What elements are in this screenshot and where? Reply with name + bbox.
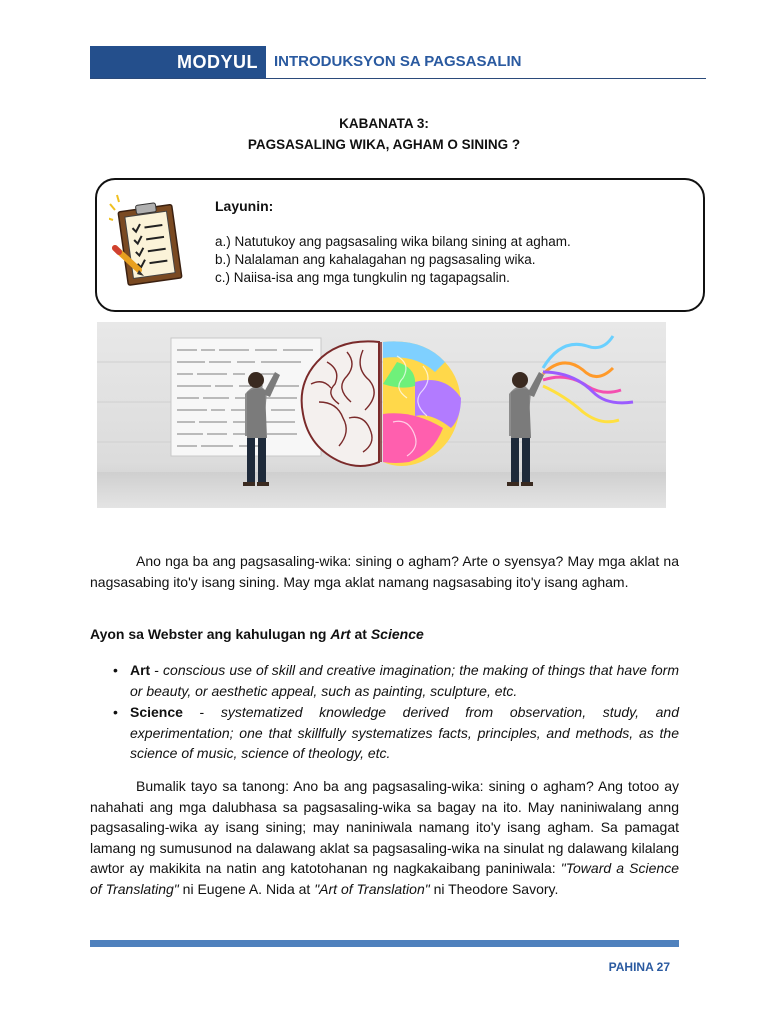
definitions-heading-art: Art <box>330 626 351 642</box>
definitions-heading-science: Science <box>370 626 424 642</box>
closing-mid: ni Eugene A. Nida at <box>178 880 315 897</box>
modyul-label: MODYUL <box>90 46 266 78</box>
intro-paragraph <box>90 551 679 592</box>
definition-text <box>130 660 679 701</box>
objective-item: b.) Nalalaman ang kahalagahan ng pagsasaling wika. <box>215 252 536 267</box>
definitions-heading-prefix: Ayon sa Webster ang kahulugan ng <box>90 626 331 642</box>
definitions-heading <box>90 626 424 642</box>
definition-item-science <box>113 702 679 764</box>
header-title: INTRODUKSYON SA PAGSASALIN <box>274 53 522 70</box>
chapter-title: PAGSASALING WIKA, AGHAM O SINING ? <box>247 137 521 152</box>
definition-text <box>130 702 679 764</box>
closing-paragraph <box>90 776 679 899</box>
clipboard-checklist-icon <box>109 190 189 290</box>
brain-art-science-illustration <box>97 322 666 508</box>
definition-body: systematized knowledge derived from observation, study, and experimentation; one that skillfully systematizes facts, principles, and methods, as the science of music, science of theology, etc. <box>130 704 679 761</box>
bullet-icon: • <box>113 662 118 678</box>
chapter-number: KABANATA 3: <box>339 116 429 131</box>
objective-item: c.) Naiisa-isa ang mga tungkulin ng tagapagsalin. <box>215 270 510 285</box>
book-title-nida: "Toward a Science of Translating" <box>90 860 679 897</box>
definition-separator: - <box>150 662 164 678</box>
intro-text: Ano nga ba ang pagsasaling-wika: sining o agham? Arte o syensya? May mga aklat na nagsasabing ito'y isang sining. May mga aklat namang nagsasabing ito'y isang agham. <box>90 553 679 590</box>
definition-item-art <box>113 660 679 701</box>
objectives-box <box>95 178 705 312</box>
bullet-icon: • <box>113 704 118 720</box>
objectives-heading: Layunin: <box>215 198 274 214</box>
page-header <box>90 46 706 79</box>
book-title-savory: "Art of Translation" <box>314 880 430 897</box>
closing-end: ni Theodore Savory. <box>429 880 559 897</box>
objective-item: a.) Natutukoy ang pagsasaling wika bilang sining at agham. <box>215 234 571 249</box>
page-number: PAHINA 27 <box>608 960 670 974</box>
definition-separator: - <box>182 704 221 720</box>
definition-term: Science <box>130 704 183 720</box>
closing-text: Bumalik tayo sa tanong: Ano ba ang pagsasaling-wika: sining o agham? Ang totoo ay nahahati ang mga dalubhasa sa pagsasaling-wika sa bagay na ito. May naniniwalang anng pagsasaling-wika ay isang sining; may naniniwala namang ito'y isang agham. Sa pamagat lamang ng sumusunod na dalawang aklat sa pagsasaling-wika na sinulat ng dalawang kilalang awtor ay makikita na natin ang katotohanan ng nagkakaibang paniniwala: <box>90 778 679 876</box>
footer-bar <box>90 940 679 947</box>
definitions-heading-and: at <box>350 626 371 642</box>
definition-term: Art <box>130 662 151 678</box>
definition-body: conscious use of skill and creative imagination; the making of things that have form or beauty, or aesthetic appeal, such as painting, sculpture, etc. <box>130 662 679 699</box>
